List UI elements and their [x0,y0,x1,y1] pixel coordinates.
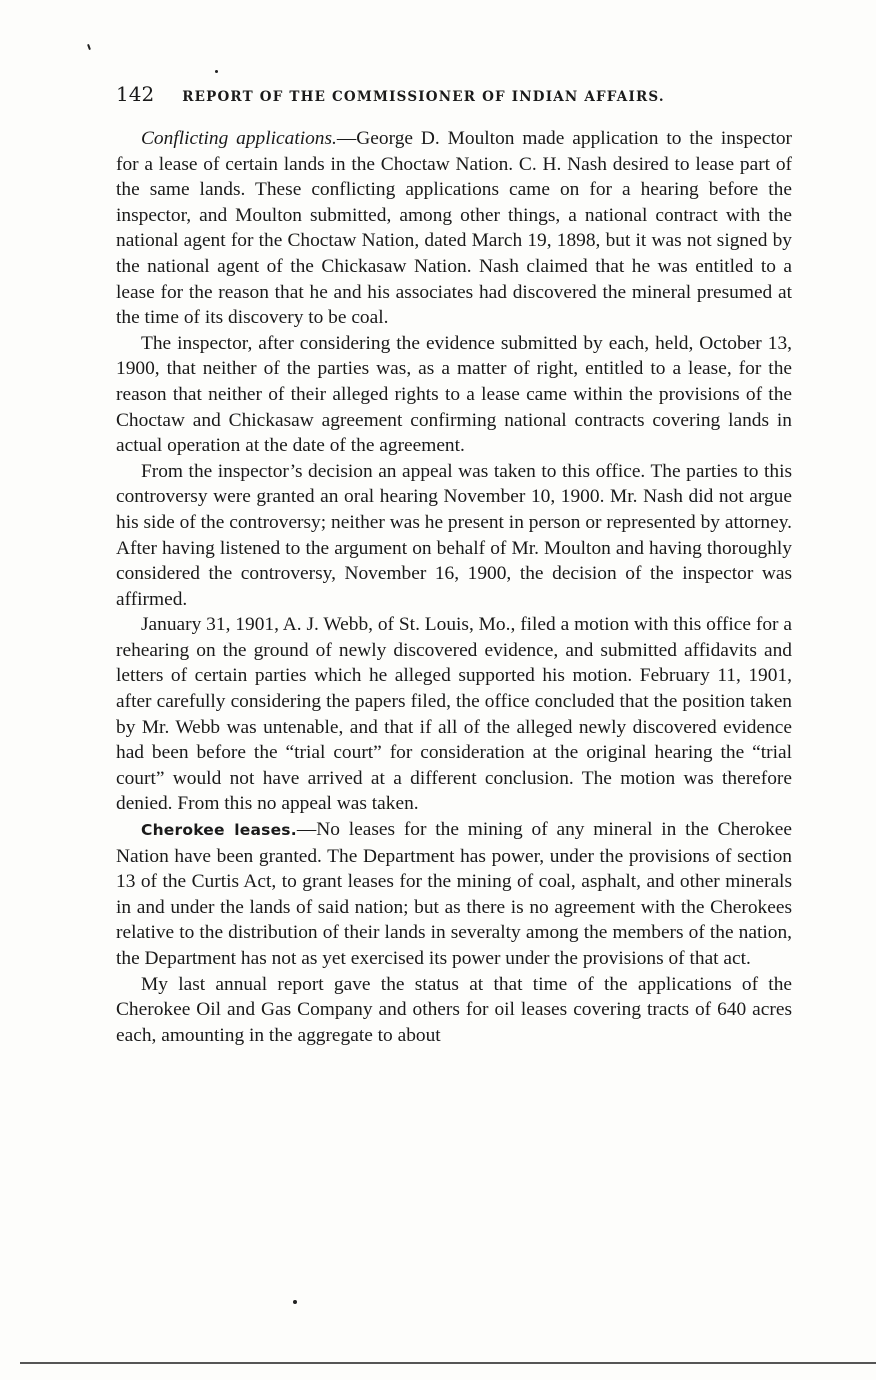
scan-edge-line [20,1362,876,1364]
paragraph-text: January 31, 1901, A. J. Webb, of St. Louis, Mo., filed a motion with this office for a rehearing on the ground of newly discovered evidence, and submitted affidavits and letters of certain parties which he alleged supported his motion. February 11, 1901, after carefully considering the papers filed, the office concluded that the position taken by Mr. Webb was untenable, and that if all of the alleged newly discovered evidence had been before the “trial court” for consideration at the original hearing the “trial court” would not have arrived at a different conclusion. The motion was therefore denied. From this no appeal was taken. [116,614,792,815]
paragraph-lead-heading: Conflicting applications. [141,128,337,149]
paragraph-text: My last annual report gave the status at that time of the applications of the Cherokee Oil and Gas Company and others for oil leases covering tracts of 640 acres each, amounting in the aggregate to about [116,973,792,1046]
paragraph-oil-leases [116,972,792,1049]
paragraph-inspector-holding [116,331,792,459]
page-number: 142 [116,82,155,106]
paragraph-lead-heading: Cherokee leases. [141,821,297,840]
paragraph-cherokee-leases [116,817,792,972]
paragraph-text: The inspector, after considering the evidence submitted by each, held, October 13, 1900, that neither of the parties was, as a matter of right, entitled to a lease, for the reason that neither of their alleged rights to a lease came within the provisions of the Choctaw and Chickasaw agreement confirming national contracts covering lands in actual operation at the date of the agreement. [116,332,792,457]
paragraph-text: —No leases for the mining of any mineral in the Cherokee Nation have been granted. The Department has power, under the provisions of section 13 of the Curtis Act, to grant leases for the mining of coal, asphalt, and other minerals in and under the lands of said nation; but as there is no agreement with the Cherokees relative to the distribution of their lands in severalty among the members of the nation, the Department has not as yet exercised its power under the provisions of that act. [116,819,792,969]
paragraph-conflicting-applications [116,126,792,331]
scan-speck [215,70,218,73]
scan-speck [87,44,91,50]
page-header [116,82,792,106]
scan-speck [293,1300,297,1304]
paragraph-text: —George D. Moulton made application to the inspector for a lease of certain lands in the Choctaw Nation. C. H. Nash desired to lease part of the same lands. These conflicting applications came on for a hearing before the inspector, and Moulton submitted, among other things, a national contract with the national agent for the Choctaw Nation, dated March 19, 1898, but it was not signed by the national agent of the Chickasaw Nation. Nash claimed that he was entitled to a lease for the reason that he and his associates had discovered the mineral presumed at the time of its discovery to be coal. [116,128,792,329]
running-head: REPORT OF THE COMMISSIONER OF INDIAN AFFAIRS. [182,89,665,105]
paragraph-appeal [116,459,792,613]
paragraph-rehearing-motion [116,612,792,817]
body-text [116,126,792,1048]
paragraph-text: From the inspector’s decision an appeal was taken to this office. The parties to this controversy were granted an oral hearing November 10, 1900. Mr. Nash did not argue his side of the controversy; neither was he present in person or represented by attorney. After having listened to the argument on behalf of Mr. Moulton and having thoroughly considered the controversy, November 16, 1900, the decision of the inspector was affirmed. [116,460,792,610]
